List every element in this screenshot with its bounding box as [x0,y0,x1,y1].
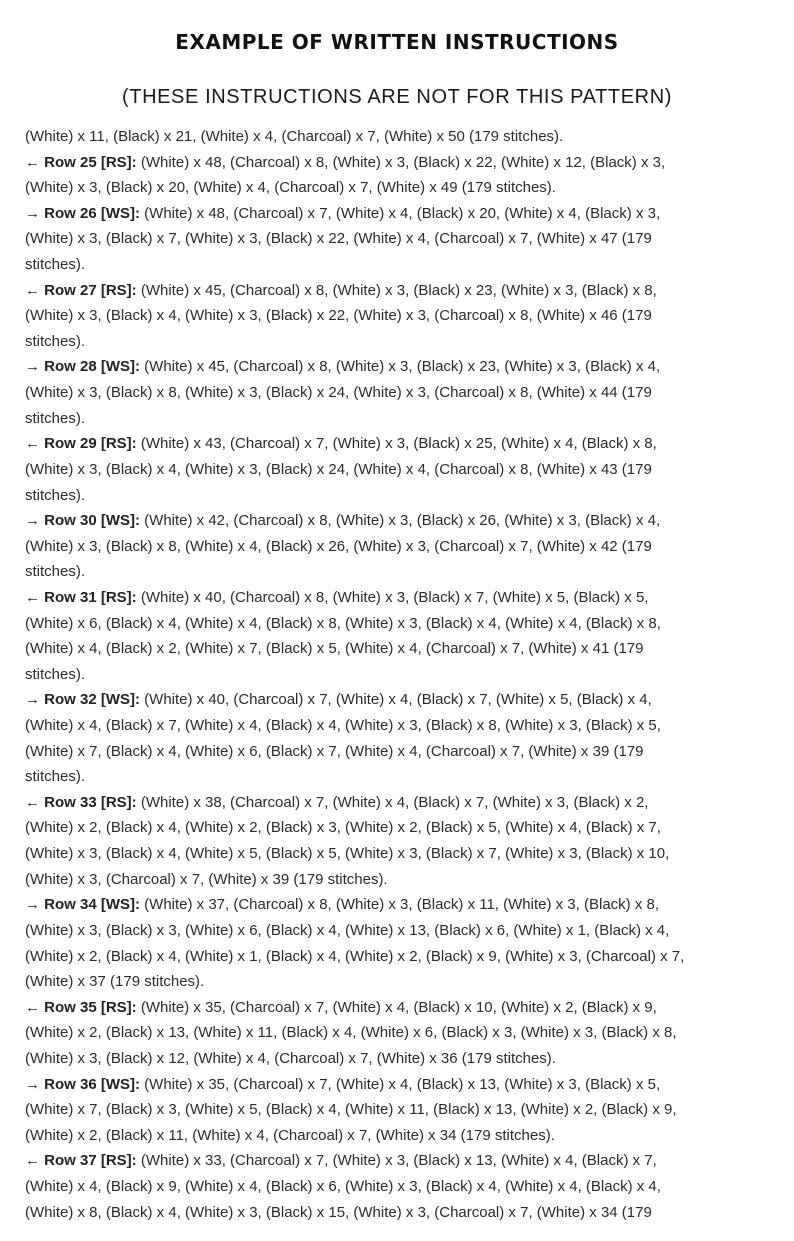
instruction-line [25,944,775,970]
instruction-line [25,175,775,201]
instruction-line [25,918,775,944]
row-text: (White) x 35, (Charcoal) x 7, (White) x 4, (Black) x 10, (White) x 2, (Black) x 9, [136,998,657,1016]
row-text: (White) x 45, (Charcoal) x 8, (White) x 3, (Black) x 23, (White) x 3, (Black) x 8, [136,281,657,299]
instruction-line [25,559,775,585]
instruction-line [25,226,775,252]
row-text: (White) x 3, (Black) x 12, (White) x 4, (Charcoal) x 7, (White) x 36 (179 stitches). [25,1049,556,1067]
row-text: (White) x 40, (Charcoal) x 7, (White) x 4, (Black) x 7, (White) x 5, (Black) x 4, [140,691,652,709]
instruction-line [25,687,775,713]
instruction-line [25,124,775,150]
row-text: (White) x 40, (Charcoal) x 8, (White) x 3, (Black) x 7, (White) x 5, (Black) x 5, [136,588,649,606]
page-subtitle: (THESE INSTRUCTIONS ARE NOT FOR THIS PATTERN) [122,86,672,108]
row-text: (White) x 48, (Charcoal) x 8, (White) x 3, (Black) x 22, (White) x 12, (Black) x 3, [136,153,666,171]
row-text: (White) x 3, (Black) x 3, (White) x 6, (Black) x 4, (White) x 13, (Black) x 6, (White) x 1, (Black) x 4, [25,921,670,939]
instruction-line [25,329,775,355]
row-text: (White) x 3, (Black) x 8, (White) x 3, (Black) x 24, (White) x 3, (Charcoal) x 8, (White) x 44 (179 [25,384,652,402]
instruction-line [25,585,775,611]
instruction-line [25,1174,775,1200]
row-text: (White) x 37 (179 stitches). [25,973,205,991]
instruction-line [25,278,775,304]
instruction-line [25,534,775,560]
instruction-line [25,969,775,995]
row-text: (White) x 11, (Black) x 21, (White) x 4, (Charcoal) x 7, (White) x 50 (179 stitches). [25,128,564,145]
row-text: (White) x 3, (Black) x 4, (White) x 5, (Black) x 5, (White) x 3, (Black) x 7, (White) x 3, (Black) x 10, [25,845,670,863]
row-label: ← Row 37 [RS]: [25,1152,137,1170]
row-text: (White) x 2, (Black) x 13, (White) x 11, (Black) x 4, (White) x 6, (Black) x 3, (White) x 3, (Black) x 8, [25,1024,677,1042]
row-label: ← Row 35 [RS]: [25,998,137,1016]
row-text: (White) x 43, (Charcoal) x 7, (White) x 3, (Black) x 25, (White) x 4, (Black) x 8, [136,435,657,453]
row-text: (White) x 3, (Black) x 20, (White) x 4, (Charcoal) x 7, (White) x 49 (179 stitches). [25,179,556,197]
instruction-line [25,611,775,637]
row-text: (White) x 4, (Black) x 9, (White) x 4, (Black) x 6, (White) x 3, (Black) x 4, (White) x 4, (Black) x 4, [25,1177,661,1195]
instruction-line [25,1200,775,1226]
instruction-line [25,150,775,176]
row-text: stitches). [25,409,86,427]
instructions-body [25,124,775,1225]
instruction-line [25,790,775,816]
instruction-line [25,662,775,688]
row-text: stitches). [25,665,86,683]
page-title: EXAMPLE OF WRITTEN INSTRUCTIONS [175,30,619,54]
instruction-line [25,995,775,1021]
row-text: (White) x 7, (Black) x 4, (White) x 6, (Black) x 7, (White) x 4, (Charcoal) x 7, (White) x 39 (179 [25,742,644,760]
row-text: (White) x 6, (Black) x 4, (White) x 4, (Black) x 8, (White) x 3, (Black) x 4, (White) x 4, (Black) x 8, [25,614,661,632]
instruction-line [25,380,775,406]
row-text: (White) x 7, (Black) x 3, (White) x 5, (Black) x 4, (White) x 11, (Black) x 13, (White) x 2, (Black) x 9, [25,1101,677,1119]
row-label: → Row 32 [WS]: [25,691,140,709]
row-label: ← Row 29 [RS]: [25,435,137,453]
instruction-line [25,713,775,739]
row-label: ← Row 27 [RS]: [25,281,137,299]
instruction-line [25,1148,775,1174]
instruction-line [25,867,775,893]
row-text: (White) x 2, (Black) x 4, (White) x 2, (Black) x 3, (White) x 2, (Black) x 5, (White) x 4, (Black) x 7, [25,819,661,837]
instruction-line [25,739,775,765]
row-label: → Row 28 [WS]: [25,358,140,376]
row-text: (White) x 8, (Black) x 4, (White) x 3, (Black) x 15, (White) x 3, (Charcoal) x 7, (White) x 34 (179 [25,1203,652,1221]
row-label: ← Row 25 [RS]: [25,153,137,171]
row-text: (White) x 2, (Black) x 4, (White) x 1, (Black) x 4, (White) x 2, (Black) x 9, (White) x 3, (Charcoal) x 7, [25,947,685,965]
row-text: (White) x 3, (Black) x 7, (White) x 3, (Black) x 22, (White) x 4, (Charcoal) x 7, (White) x 47 (179 [25,230,652,248]
instruction-line [25,201,775,227]
row-label: ← Row 31 [RS]: [25,588,137,606]
row-text: (White) x 33, (Charcoal) x 7, (White) x 3, (Black) x 13, (White) x 4, (Black) x 7, [136,1152,657,1170]
instruction-line [25,252,775,278]
instruction-line [25,508,775,534]
row-text: (White) x 45, (Charcoal) x 8, (White) x 3, (Black) x 23, (White) x 3, (Black) x 4, [140,358,661,376]
instruction-line [25,354,775,380]
row-text: (White) x 2, (Black) x 11, (White) x 4, (Charcoal) x 7, (White) x 34 (179 stitches). [25,1126,555,1144]
row-label: → Row 30 [WS]: [25,512,140,530]
row-text: stitches). [25,563,86,581]
instruction-line [25,1123,775,1149]
row-label: → Row 34 [WS]: [25,896,140,914]
instruction-line [25,457,775,483]
row-text: (White) x 42, (Charcoal) x 8, (White) x 3, (Black) x 26, (White) x 3, (Black) x 4, [140,512,661,530]
instruction-line [25,892,775,918]
instruction-line [25,303,775,329]
row-text: (White) x 37, (Charcoal) x 8, (White) x 3, (Black) x 11, (White) x 3, (Black) x 8, [140,896,660,914]
row-text: (White) x 35, (Charcoal) x 7, (White) x 4, (Black) x 13, (White) x 3, (Black) x 5, [140,1075,661,1093]
row-text: (White) x 3, (Black) x 8, (White) x 4, (Black) x 26, (White) x 3, (Charcoal) x 7, (White) x 42 (179 [25,537,652,555]
row-text: stitches). [25,332,86,350]
instruction-line [25,1072,775,1098]
instruction-line [25,1046,775,1072]
row-text: stitches). [25,768,86,786]
instruction-line [25,764,775,790]
instruction-line [25,1097,775,1123]
instruction-line [25,841,775,867]
row-text: (White) x 38, (Charcoal) x 7, (White) x 4, (Black) x 7, (White) x 3, (Black) x 2, [136,793,649,811]
instruction-line [25,815,775,841]
instruction-line [25,636,775,662]
instruction-line [25,431,775,457]
row-text: stitches). [25,486,86,504]
row-text: (White) x 4, (Black) x 7, (White) x 4, (Black) x 4, (White) x 3, (Black) x 8, (White) x 3, (Black) x 5, [25,717,661,735]
row-text: (White) x 48, (Charcoal) x 7, (White) x 4, (Black) x 20, (White) x 4, (Black) x 3, [140,204,661,222]
row-text: (White) x 3, (Black) x 4, (White) x 3, (Black) x 24, (White) x 4, (Charcoal) x 8, (White) x 43 (179 [25,460,652,478]
instruction-line [25,406,775,432]
row-text: stitches). [25,256,86,274]
row-label: ← Row 33 [RS]: [25,793,137,811]
row-text: (White) x 4, (Black) x 2, (White) x 7, (Black) x 5, (White) x 4, (Charcoal) x 7, (White) x 41 (179 [25,640,644,658]
row-text: (White) x 3, (Black) x 4, (White) x 3, (Black) x 22, (White) x 3, (Charcoal) x 8, (White) x 46 (179 [25,307,652,325]
instruction-line [25,483,775,509]
row-label: → Row 26 [WS]: [25,204,140,222]
row-label: → Row 36 [WS]: [25,1075,140,1093]
row-text: (White) x 3, (Charcoal) x 7, (White) x 39 (179 stitches). [25,870,388,888]
instruction-line [25,1020,775,1046]
